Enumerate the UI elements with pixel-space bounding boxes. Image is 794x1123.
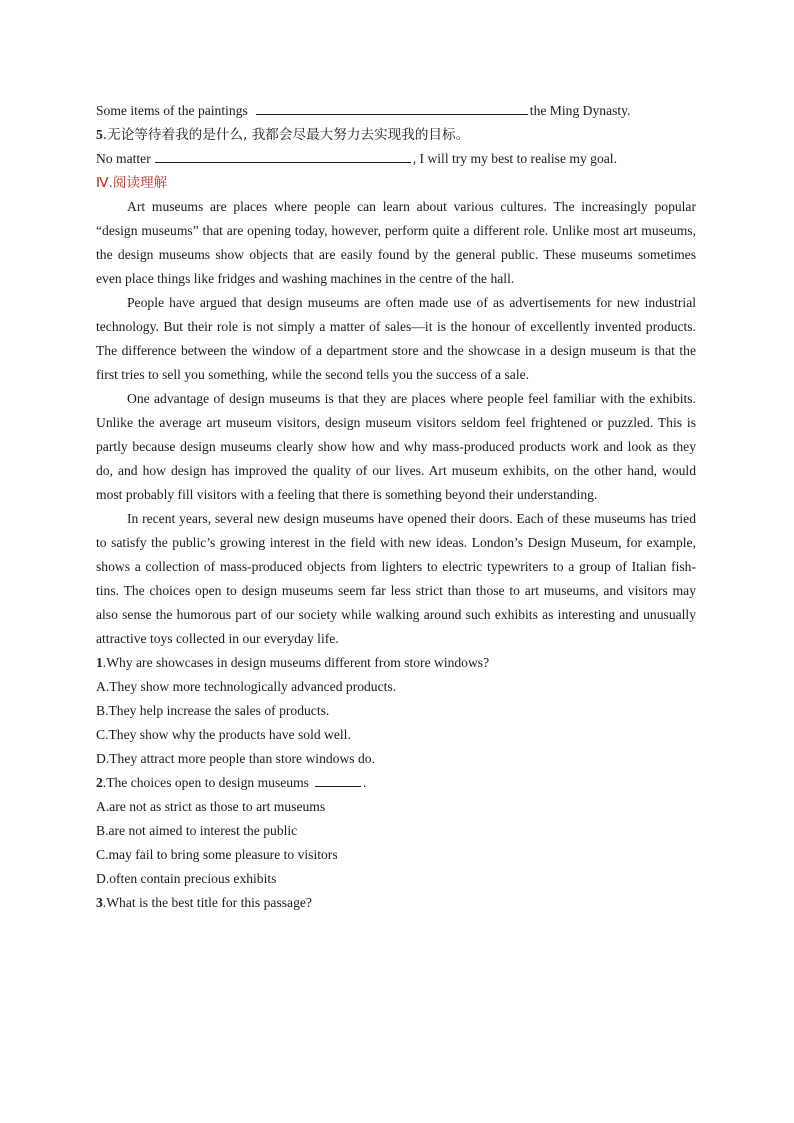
translation-item-4 bbox=[96, 99, 696, 123]
translation-item-5 bbox=[96, 147, 696, 171]
sentence-text: No matter bbox=[96, 151, 151, 166]
question-text: .The choices open to design museums bbox=[102, 775, 309, 790]
answer-option[interactable]: C.They show why the products have sold well. bbox=[96, 727, 351, 742]
answer-option[interactable]: B.are not aimed to interest the public bbox=[96, 823, 298, 838]
answer-blank[interactable] bbox=[315, 771, 361, 787]
question-stem bbox=[96, 651, 696, 675]
answer-blank[interactable] bbox=[256, 99, 528, 115]
section-heading: Ⅳ.阅读理解 bbox=[96, 175, 168, 191]
question-number: 1 bbox=[96, 655, 103, 670]
answer-option[interactable]: A.are not as strict as those to art museums bbox=[96, 799, 326, 814]
sentence-text: , I will try my best to realise my goal. bbox=[412, 151, 617, 166]
answer-option[interactable]: D.often contain precious exhibits bbox=[96, 871, 277, 886]
question-stem bbox=[96, 891, 696, 915]
question-text: .Why are showcases in design museums different from store windows? bbox=[102, 655, 490, 670]
answer-option[interactable]: C.may fail to bring some pleasure to visitors bbox=[96, 847, 338, 862]
answer-option[interactable]: B.They help increase the sales of products. bbox=[96, 703, 330, 718]
worksheet-content bbox=[96, 99, 696, 915]
sentence-text: Some items of the paintings bbox=[96, 103, 248, 118]
item-number: 5 bbox=[96, 127, 103, 142]
sentence-text: the Ming Dynasty. bbox=[529, 103, 631, 118]
chinese-sentence: .无论等待着我的是什么, 我都会尽最大努力去实现我的目标。 bbox=[102, 127, 470, 143]
question-stem bbox=[96, 771, 696, 795]
passage-paragraph: People have argued that design museums are often made use of as advertisements for new industrial technology. But their role is not simply a matter of sales—it is the honour of excellently invented products. The difference between the window of a department store and the showcase in a design museum is that the first tries to sell you something, while the second tells you the success of a sale. bbox=[96, 295, 696, 382]
passage-paragraph: In recent years, several new design museums have opened their doors. Each of these museums has tried to satisfy the public’s growing interest in the field with new ideas. London’s Design Museum, for example, shows a collection of mass-produced objects from lighters to electric typewriters to a group of Italian fish-tins. The choices open to design museums seem far less strict than those to art museums, and visitors may also sense the humorous part of our society while walking around such exhibits as interesting and unusually attractive toys collected in our everyday life. bbox=[96, 511, 696, 646]
question-text: . bbox=[362, 775, 367, 790]
question-number: 2 bbox=[96, 775, 103, 790]
passage-paragraph: One advantage of design museums is that they are places where people feel familiar with the exhibits. Unlike the average art museum visitors, design museum visitors seldom feel frightened or puzzled. This is partly because design museums clearly show how and why mass-produced products work and look as they do, and how design has improved the quality of our lives. Art museum exhibits, on the other hand, would most probably fill visitors with a feeling that there is something beyond their understanding. bbox=[96, 391, 696, 502]
answer-blank[interactable] bbox=[155, 147, 411, 163]
answer-option[interactable]: A.They show more technologically advanced products. bbox=[96, 679, 397, 694]
question-text: .What is the best title for this passage? bbox=[102, 895, 312, 910]
passage-paragraph: Art museums are places where people can learn about various cultures. The increasingly popular “design museums” that are opening today, however, perform quite a different role. Unlike most art museums, the design museums show objects that are easily found by the general public. These museums sometimes even place things like fridges and washing machines in the centre of the hall. bbox=[96, 199, 696, 286]
question-number: 3 bbox=[96, 895, 103, 910]
translation-item-5-prompt bbox=[96, 123, 696, 147]
answer-option[interactable]: D.They attract more people than store windows do. bbox=[96, 751, 375, 766]
